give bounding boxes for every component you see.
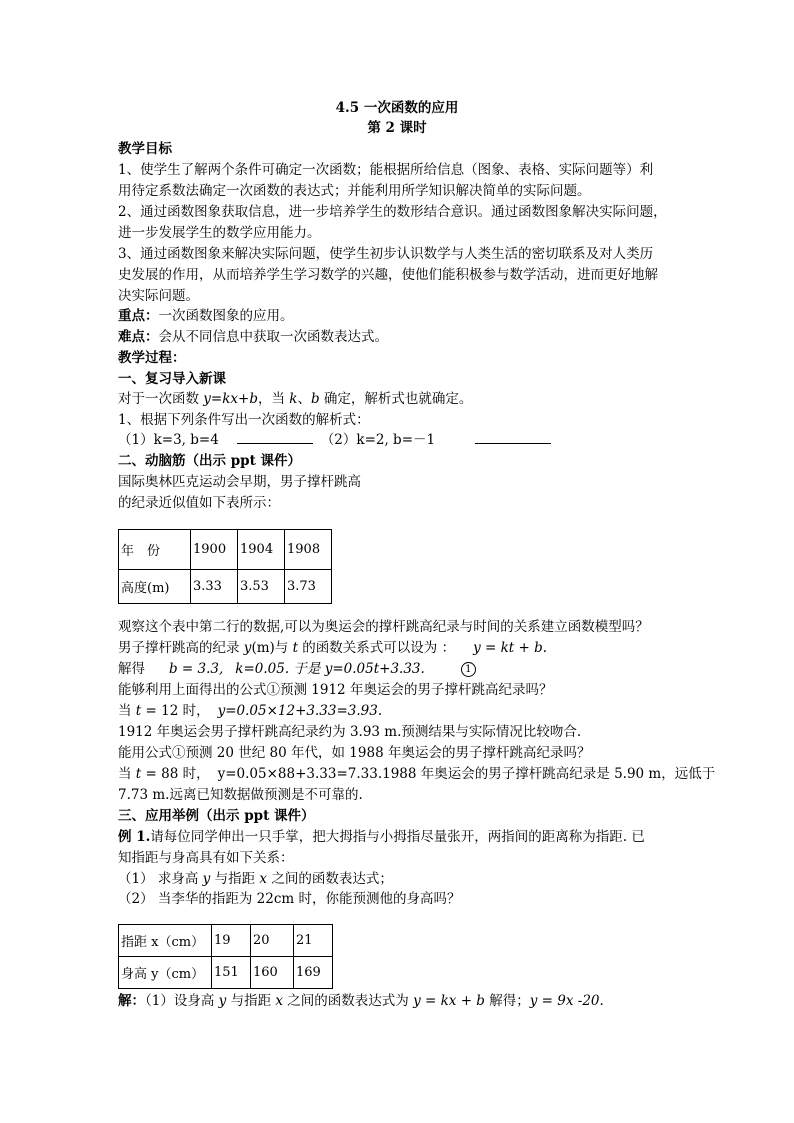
table-row [119,570,332,604]
text: 确定，解析式也就确定。 [319,391,473,407]
table-cell: 151 [212,957,251,989]
finger-span-table [118,924,333,989]
goal-1-line-2: 用待定系数法确定一次函数的表达式；并能利用所学知识解决简单的实际问题。 [118,183,591,199]
var-x: x [275,993,283,1009]
table-cell: 160 [251,957,294,989]
text: 的函数关系式可以设为 ： [298,640,456,656]
key-point-text: 一次函数图象的应用。 [158,308,294,324]
var-y: y [218,993,227,1009]
table-cell: 身高 y（cm） [119,957,212,989]
text: b = 3.3, [169,661,224,677]
goal-3-line-3: 决实际问题。 [118,288,199,304]
example-1 [118,827,645,847]
text: (m)与 [251,640,293,656]
difficulty-point [118,327,388,347]
pole-vault-table [118,529,332,604]
text: 解得 [118,661,145,677]
section-2-para-1: 国际奥林匹克运动会早期，男子撑杆跳高 [118,474,361,490]
var-y: y [243,640,252,656]
text: （1）设身高 [145,993,219,1009]
question-1: 观察这个表中第二行的数据,可以为奥运会的撑杆跳高纪录与时间的关系建立函数模型吗？ [118,619,649,635]
text: 请每位同学伸出一只手掌，把大拇指与小拇指尽量张开，两指间的距离称为指距. 已 [150,829,645,845]
document-title: 4.5 一次函数的应用 [335,100,459,116]
section-1-heading: 一、复习导入新课 [118,371,226,387]
table-cell: 年 份 [119,530,191,570]
table-cell: 1908 [285,530,332,570]
section-1-intro [118,389,472,409]
formula: y=0.05×12+3.33=3.93. [217,703,383,719]
var-y: y [202,871,211,887]
goal-3-line-1: 3、通过函数图象来解决实际问题，使学生初步认识数学与人类生活的密切联系及对人类历 [118,246,654,262]
text: 之间的函数表达式； [267,871,393,887]
answer-label: 解： [118,993,145,1009]
exercise-2: （2）k=2, b=－1 [320,432,436,448]
table-cell: 高度(m) [119,570,191,604]
table-cell: 指距 x（cm） [119,925,212,957]
table-cell: 3.73 [285,570,332,604]
goals-heading: 教学目标 [118,141,172,157]
example-q1 [118,869,393,889]
answer-blank-1 [237,431,313,444]
text: = 12 时， [141,703,210,719]
table-cell: 3.33 [191,570,238,604]
key-point-label: 重点： [118,308,159,324]
section-1-exercises [118,430,557,450]
table-row [119,957,333,989]
section-2-heading: 二、动脑筋（出示 ppt 课件） [118,453,302,469]
calc-3 [118,764,715,784]
text: 之间的函数表达式为 [283,993,414,1009]
question-2 [118,638,547,658]
var-t: t [135,703,142,719]
calc-2: 1912 年奥运会男子撑杆跳高纪录约为 3.93 m.预测结果与实际情况比较吻合. [118,724,582,740]
circled-number-icon: 1 [461,662,476,677]
text: 与指距 [210,871,260,887]
formula: y = kx + b [413,993,485,1009]
exercise-1: （1）k=3, b=4 [118,432,219,448]
example-1-line-2: 知指距与身高具有如下关系： [118,850,294,866]
text: （1） 求身高 [118,871,203,887]
text: 解得； [484,993,530,1009]
var-t: t [135,766,142,782]
goal-2-line-2: 进一步发展学生的数学应用能力。 [118,225,321,241]
var-x: x [259,871,268,887]
calc-1 [118,701,382,721]
text: k=0.05. 于是 [235,661,325,677]
question-3: 能够利用上面得出的公式①预测 1912 年奥运会的男子撑杆跳高纪录吗？ [118,682,553,698]
section-1-task: 1、根据下列条件写出一次函数的解析式： [118,412,370,428]
formula: y = kt + b. [473,640,548,656]
text: y=0.05×88+3.33=7.33.1988 年奥运会的男子撑杆跳高纪录是 5.90 m，远低于 [217,766,716,782]
formula: y=kx+b [203,391,258,407]
text: 当 [118,703,136,719]
difficulty-text: 会从不同信息中获取一次函数表达式。 [158,329,388,345]
text: 、 [297,391,311,407]
calc-4: 7.73 m.远离已知数据做预测是不可靠的. [118,787,363,803]
answer-blank-2 [475,431,551,444]
table-row [119,925,333,957]
process-heading: 教学过程： [118,350,186,366]
table-row [119,530,332,570]
text: 男子撑杆跳高的纪录 [118,640,244,656]
example-label: 例 1. [118,829,151,845]
solution-line [118,659,476,679]
goal-2-line-1: 2、通过函数图象获取信息，进一步培养学生的数形结合意识。通过函数图象解决实际问题， [118,204,667,220]
table-cell: 20 [251,925,294,957]
table-cell: 1900 [191,530,238,570]
table-cell: 19 [212,925,251,957]
key-point [118,306,294,326]
text: = 88 时， [141,766,210,782]
answer-line [118,991,604,1011]
var-k: k [289,391,298,407]
text: 对于一次函数 [118,391,204,407]
goal-1-line-1: 1、使学生了解两个条件可确定一次函数；能根据所给信息（图象、表格、实际问题等）利 [118,162,654,178]
example-q2: （2） 当李华的指距为 22cm 时，你能预测他的身高吗？ [118,891,461,907]
table-cell: 3.53 [238,570,285,604]
text: ，当 [257,391,290,407]
goal-3-line-2: 史发展的作用，从而培养学生学习数学的兴趣，使他们能积极参与数学活动，进而更好地解 [118,267,658,283]
table-cell: 1904 [238,530,285,570]
difficulty-label: 难点： [118,329,159,345]
section-2-para-2: 的纪录近似值如下表所示： [118,495,280,511]
table-cell: 169 [294,957,333,989]
text: 与指距 [226,993,276,1009]
formula: y = 9x -20. [529,993,604,1009]
section-3-heading: 三、应用举例（出示 ppt 课件） [118,808,315,824]
text: 当 [118,766,136,782]
formula: y=0.05t+3.33. [324,661,425,677]
document-subtitle: 第 2 课时 [367,120,427,136]
var-t: t [292,640,299,656]
table-cell: 21 [294,925,333,957]
question-4: 能用公式①预测 20 世纪 80 年代，如 1988 年奥运会的男子撑杆跳高纪录吗？ [118,745,591,761]
var-b: b [310,391,320,407]
